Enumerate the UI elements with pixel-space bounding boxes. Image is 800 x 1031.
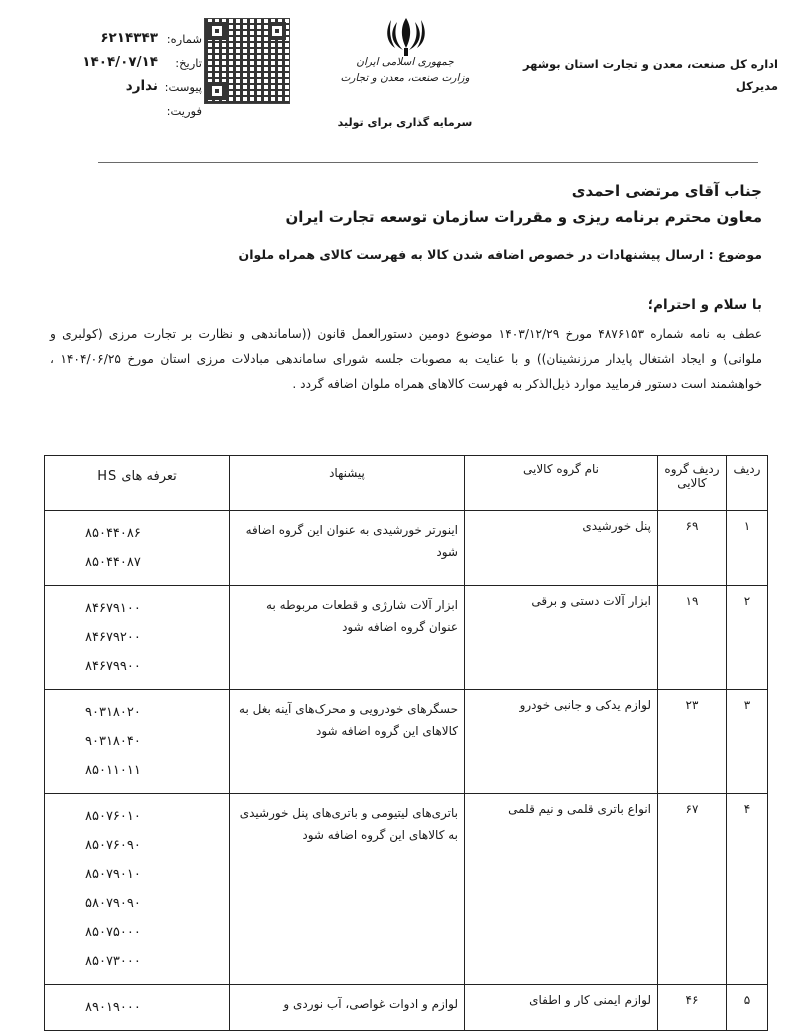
number-label: شماره: — [166, 32, 202, 46]
group-row: ۲۳ — [658, 690, 727, 794]
hs-code: ۸۴۶۷۹۹۰۰ — [85, 659, 141, 674]
row-number: ۴ — [727, 794, 768, 985]
proposal: حسگرهای خودرویی و محرک‌های آینه بغل به کالاهای این گروه اضافه شود — [230, 690, 465, 794]
table-row — [45, 690, 768, 794]
proposal: اینورتر خورشیدی به عنوان این گروه اضافه شود — [230, 511, 465, 586]
hs-codes — [45, 511, 230, 586]
hs-code: ۵۸۰۷۹۰۹۰ — [85, 896, 141, 911]
table-row — [45, 985, 768, 1031]
meta-number-row — [42, 28, 202, 52]
hs-code: ۸۵۰۷۳۰۰۰ — [85, 954, 141, 969]
letter-meta — [42, 28, 202, 124]
addressee-name: جناب آقای مرتضی احمدی — [571, 182, 762, 200]
ministry-name: وزارت صنعت، معدن و تجارت — [340, 72, 470, 84]
date-label: تاریخ: — [175, 56, 202, 70]
row-number: ۱ — [727, 511, 768, 586]
hs-code: ۸۵۰۷۶۰۱۰ — [85, 809, 141, 824]
letter-subject: موضوع : ارسال پیشنهادات در خصوص اضافه شدن کالا به فهرست کالای همراه ملوان — [238, 247, 762, 262]
group-name: پنل خورشیدی — [465, 511, 658, 586]
qr-code-icon — [204, 18, 290, 104]
hs-code: ۸۵۰۷۵۰۰۰ — [85, 925, 141, 940]
row-number: ۳ — [727, 690, 768, 794]
urgency-label: فوریت: — [166, 104, 202, 118]
group-row: ۶۹ — [658, 511, 727, 586]
greeting: با سلام و احترام؛ — [647, 297, 762, 313]
group-row: ۴۶ — [658, 985, 727, 1031]
letter-body: عطف به نامه شماره ۴۸۷۶۱۵۳ مورخ ۱۴۰۳/۱۲/۲۹ موضوع دومین دستورالعمل قانون ((ساماندهی و نظارت بر تجارت مرزی (کولبری و ملوانی) و ایجاد اشتغال پایدار مرزنشینان)) و با عنایت به مصوبات جلسه شورای ساماندهی مبادلات مرزی استان مورخ ۱۴۰۴/۰۶/۲۵ ، خواهشمند است دستور فرمایید موارد ذیل‌الذکر به فهرست کالاهای همراه ملوان اضافه گردد . — [50, 327, 763, 391]
hs-code: ۸۵۰۴۴۰۸۶ — [85, 526, 141, 541]
hs-code: ۸۴۶۷۹۱۰۰ — [85, 601, 141, 616]
group-row: ۶۷ — [658, 794, 727, 985]
hs-code: ۹۰۳۱۸۰۲۰ — [85, 705, 141, 720]
header-divider — [98, 162, 758, 163]
hs-codes — [45, 985, 230, 1031]
proposals-table — [44, 455, 768, 1031]
hs-code: ۸۵۰۷۶۰۹۰ — [85, 838, 141, 853]
table-row — [45, 794, 768, 985]
proposal: لوازم و ادوات غواصی، آب نوردی و — [230, 985, 465, 1031]
group-name: انواع باتری قلمی و نیم قلمی — [465, 794, 658, 985]
meta-date-row — [42, 52, 202, 76]
department-role: مدیرکل — [735, 79, 778, 93]
table-header-row — [45, 456, 768, 511]
hs-code: ۸۴۶۷۹۲۰۰ — [85, 630, 141, 645]
meta-attachment-row — [42, 76, 202, 100]
hs-codes — [45, 690, 230, 794]
hs-codes — [45, 794, 230, 985]
proposal: ابزار آلات شارژی و قطعات مربوطه به عنوان گروه اضافه شود — [230, 586, 465, 690]
header-group-name: نام گروه کالایی — [465, 456, 658, 511]
slogan: سرمایه گذاری برای تولید — [337, 116, 473, 129]
table-row — [45, 586, 768, 690]
date-value: ۱۴۰۴/۰۷/۱۴ — [82, 54, 158, 70]
header-proposal: پیشنهاد — [230, 456, 465, 511]
group-name: لوازم یدکی و جانبی خودرو — [465, 690, 658, 794]
addressee-title: معاون محترم برنامه ریزی و مقررات سازمان توسعه تجارت ایران — [285, 208, 762, 226]
hs-code: ۸۵۰۴۴۰۸۷ — [85, 555, 141, 570]
proposal: باتری‌های لیتیومی و باتری‌های پنل خورشیدی به کالاهای این گروه اضافه شود — [230, 794, 465, 985]
header-row-number: ردیف — [727, 456, 768, 511]
row-number: ۵ — [727, 985, 768, 1031]
iran-emblem-icon — [383, 14, 429, 58]
group-row: ۱۹ — [658, 586, 727, 690]
department-name: اداره کل صنعت، معدن و تجارت استان بوشهر — [523, 57, 778, 71]
group-name: لوازم ایمنی کار و اطفای — [465, 985, 658, 1031]
hs-code: ۸۵۰۱۱۰۱۱ — [85, 763, 141, 778]
header-group-row: ردیف گروه کالایی — [658, 456, 727, 511]
hs-codes — [45, 586, 230, 690]
gov-name: جمهوری اسلامی ایران — [356, 56, 454, 68]
hs-code: ۸۵۰۷۹۰۱۰ — [85, 867, 141, 882]
attachment-label: پیوست: — [164, 80, 202, 94]
hs-code: ۸۹۰۱۹۰۰۰ — [85, 1000, 141, 1015]
header-hs-codes: تعرفه های HS — [45, 456, 230, 511]
table-row — [45, 511, 768, 586]
group-name: ابزار آلات دستی و برقی — [465, 586, 658, 690]
number-value: ۶۲۱۴۳۴۳ — [100, 30, 158, 46]
row-number: ۲ — [727, 586, 768, 690]
meta-urgency-row — [42, 100, 202, 124]
attachment-value: ندارد — [125, 78, 158, 94]
hs-code: ۹۰۳۱۸۰۴۰ — [85, 734, 141, 749]
